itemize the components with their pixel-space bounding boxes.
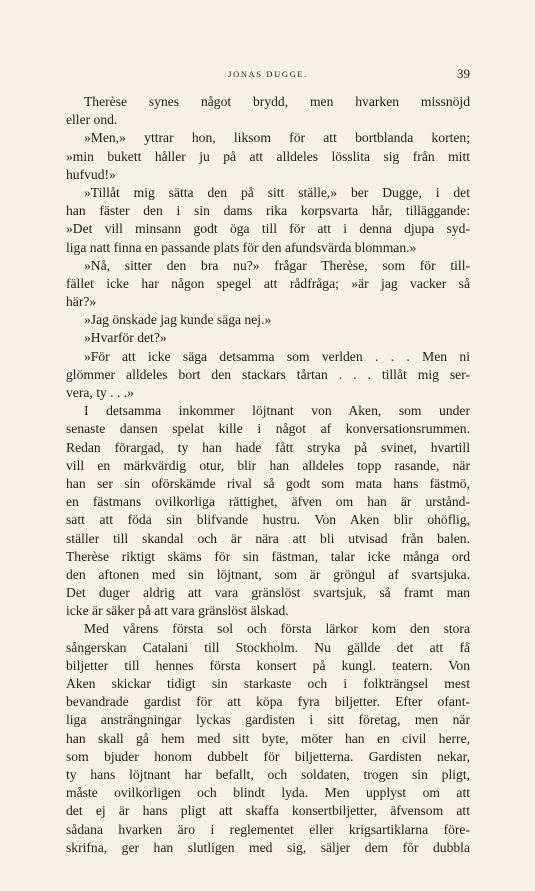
text-line: »Tillåt mig sätta den på sitt ställe,» ber Dugge, i det [84, 184, 470, 200]
text-line: »Nå, sitter den bra nu?» frågar Therèse, som för till- [84, 257, 470, 273]
text-line: hufvud!» [66, 166, 116, 182]
text-line: »Men,» yttrar hon, liksom för att bortblanda korten; [84, 130, 470, 146]
text-line: fället icke har någon spegel att rådfråga; »är jag vacker så [66, 275, 470, 291]
text-line: »För att icke säga detsamma som verlden . . . Men ni [84, 348, 470, 364]
text-line: den aftonen med sin löjtnant, som är gröngul af svartsjuka. [66, 566, 470, 582]
text-line: Med vårens första sol och första lärkor kom den stora [84, 621, 470, 637]
text-line: skrifna, ger han slutligen med sig, säljer dem för dubbla [66, 839, 470, 855]
body-text [66, 93, 470, 857]
text-line: »Det vill minsann godt öga till för att i denna djupa syd- [66, 221, 470, 237]
text-line: här?» [66, 294, 97, 310]
text-line: liga natt finna en passande plats för den afundsvärda blomman.» [66, 239, 417, 255]
text-line: måste ovilkorligen och blindt lyda. Men upplyst om att [66, 785, 470, 801]
text-line: »Hvarför det?» [84, 330, 167, 346]
text-line: sådana hvarken äro i reglementet eller krigsartiklarna före- [66, 821, 470, 837]
text-line: eller ond. [66, 112, 118, 128]
text-line: det ej är hans pligt att skaffa konsertbiljetter, äfvensom att [66, 803, 470, 819]
text-line: en fästmans ovilkorliga rättighet, äfven om han är urstånd- [66, 494, 470, 510]
text-line: sångerskan Catalani till Stockholm. Nu gällde det att få [66, 639, 470, 655]
text-line: Aken skickar tidigt sin starkaste och i folkträngsel mest [66, 676, 470, 691]
running-title: JONAS DUGGE. [228, 69, 308, 79]
text-line: Therèse riktigt skäms för sin fästman, talar icke många ord [66, 548, 470, 564]
running-head [66, 66, 470, 82]
page-number: 39 [457, 66, 470, 81]
text-line: satt att föda sin blifvande hustru. Von Aken blir ohöflig, [66, 512, 470, 528]
text-line: liga ansträngningar lyckas gardisten i sitt företag, men när [66, 712, 470, 728]
text-line: glömmer alldeles bort den stackars tårtan . . . tillåt mig ser- [66, 366, 470, 382]
text-line: bevandrade gardist för att köpa fyra biljetter. Efter ofant- [66, 694, 470, 710]
text-line: ty hans löjtnant har befallt, och soldaten, trogen sin pligt, [66, 766, 470, 782]
text-line: Redan förargad, ty han hade fått stryka på svinet, hvartill [66, 439, 470, 455]
text-line: som bjuder honom dubbelt för biljetterna. Gardisten nekar, [66, 748, 470, 764]
text-line: han ser sin oförskämde rival så godt som mata hans fästmö, [66, 475, 470, 491]
text-line: icke är säker på att vara gränslöst älskad. [66, 603, 289, 619]
text-line: »min bukett håller ju på att alldeles lösslita sig från mitt [66, 148, 470, 164]
text-line: vill en märkvärdig otur, blir han alldeles topp rasande, när [66, 457, 470, 473]
text-line: han skall gå hem med sitt byte, möter han en civil herre, [66, 730, 470, 746]
text-line: »Jag önskade jag kunde säga nej.» [84, 312, 272, 328]
text-line: biljetter till hennes första konsert på kungl. teatern. Von [66, 657, 470, 673]
text-line: senaste dansen spelat kille i något af konversationsrummen. [66, 421, 470, 437]
text-line: Therèse synes något brydd, men hvarken missnöjd [84, 94, 470, 109]
text-line: vera, ty . . .» [66, 385, 134, 400]
text-line: I detsamma inkommer löjtnant von Aken, som under [84, 403, 470, 419]
text-line: ställer till skandal och är nära att bli utvisad från balen. [66, 530, 470, 546]
text-line: han fäster den i sin dams rika korpsvarta hår, tilläggande: [66, 203, 470, 219]
text-line: Det duger aldrig att vara gränslöst svartsjuk, så framt man [66, 585, 470, 601]
